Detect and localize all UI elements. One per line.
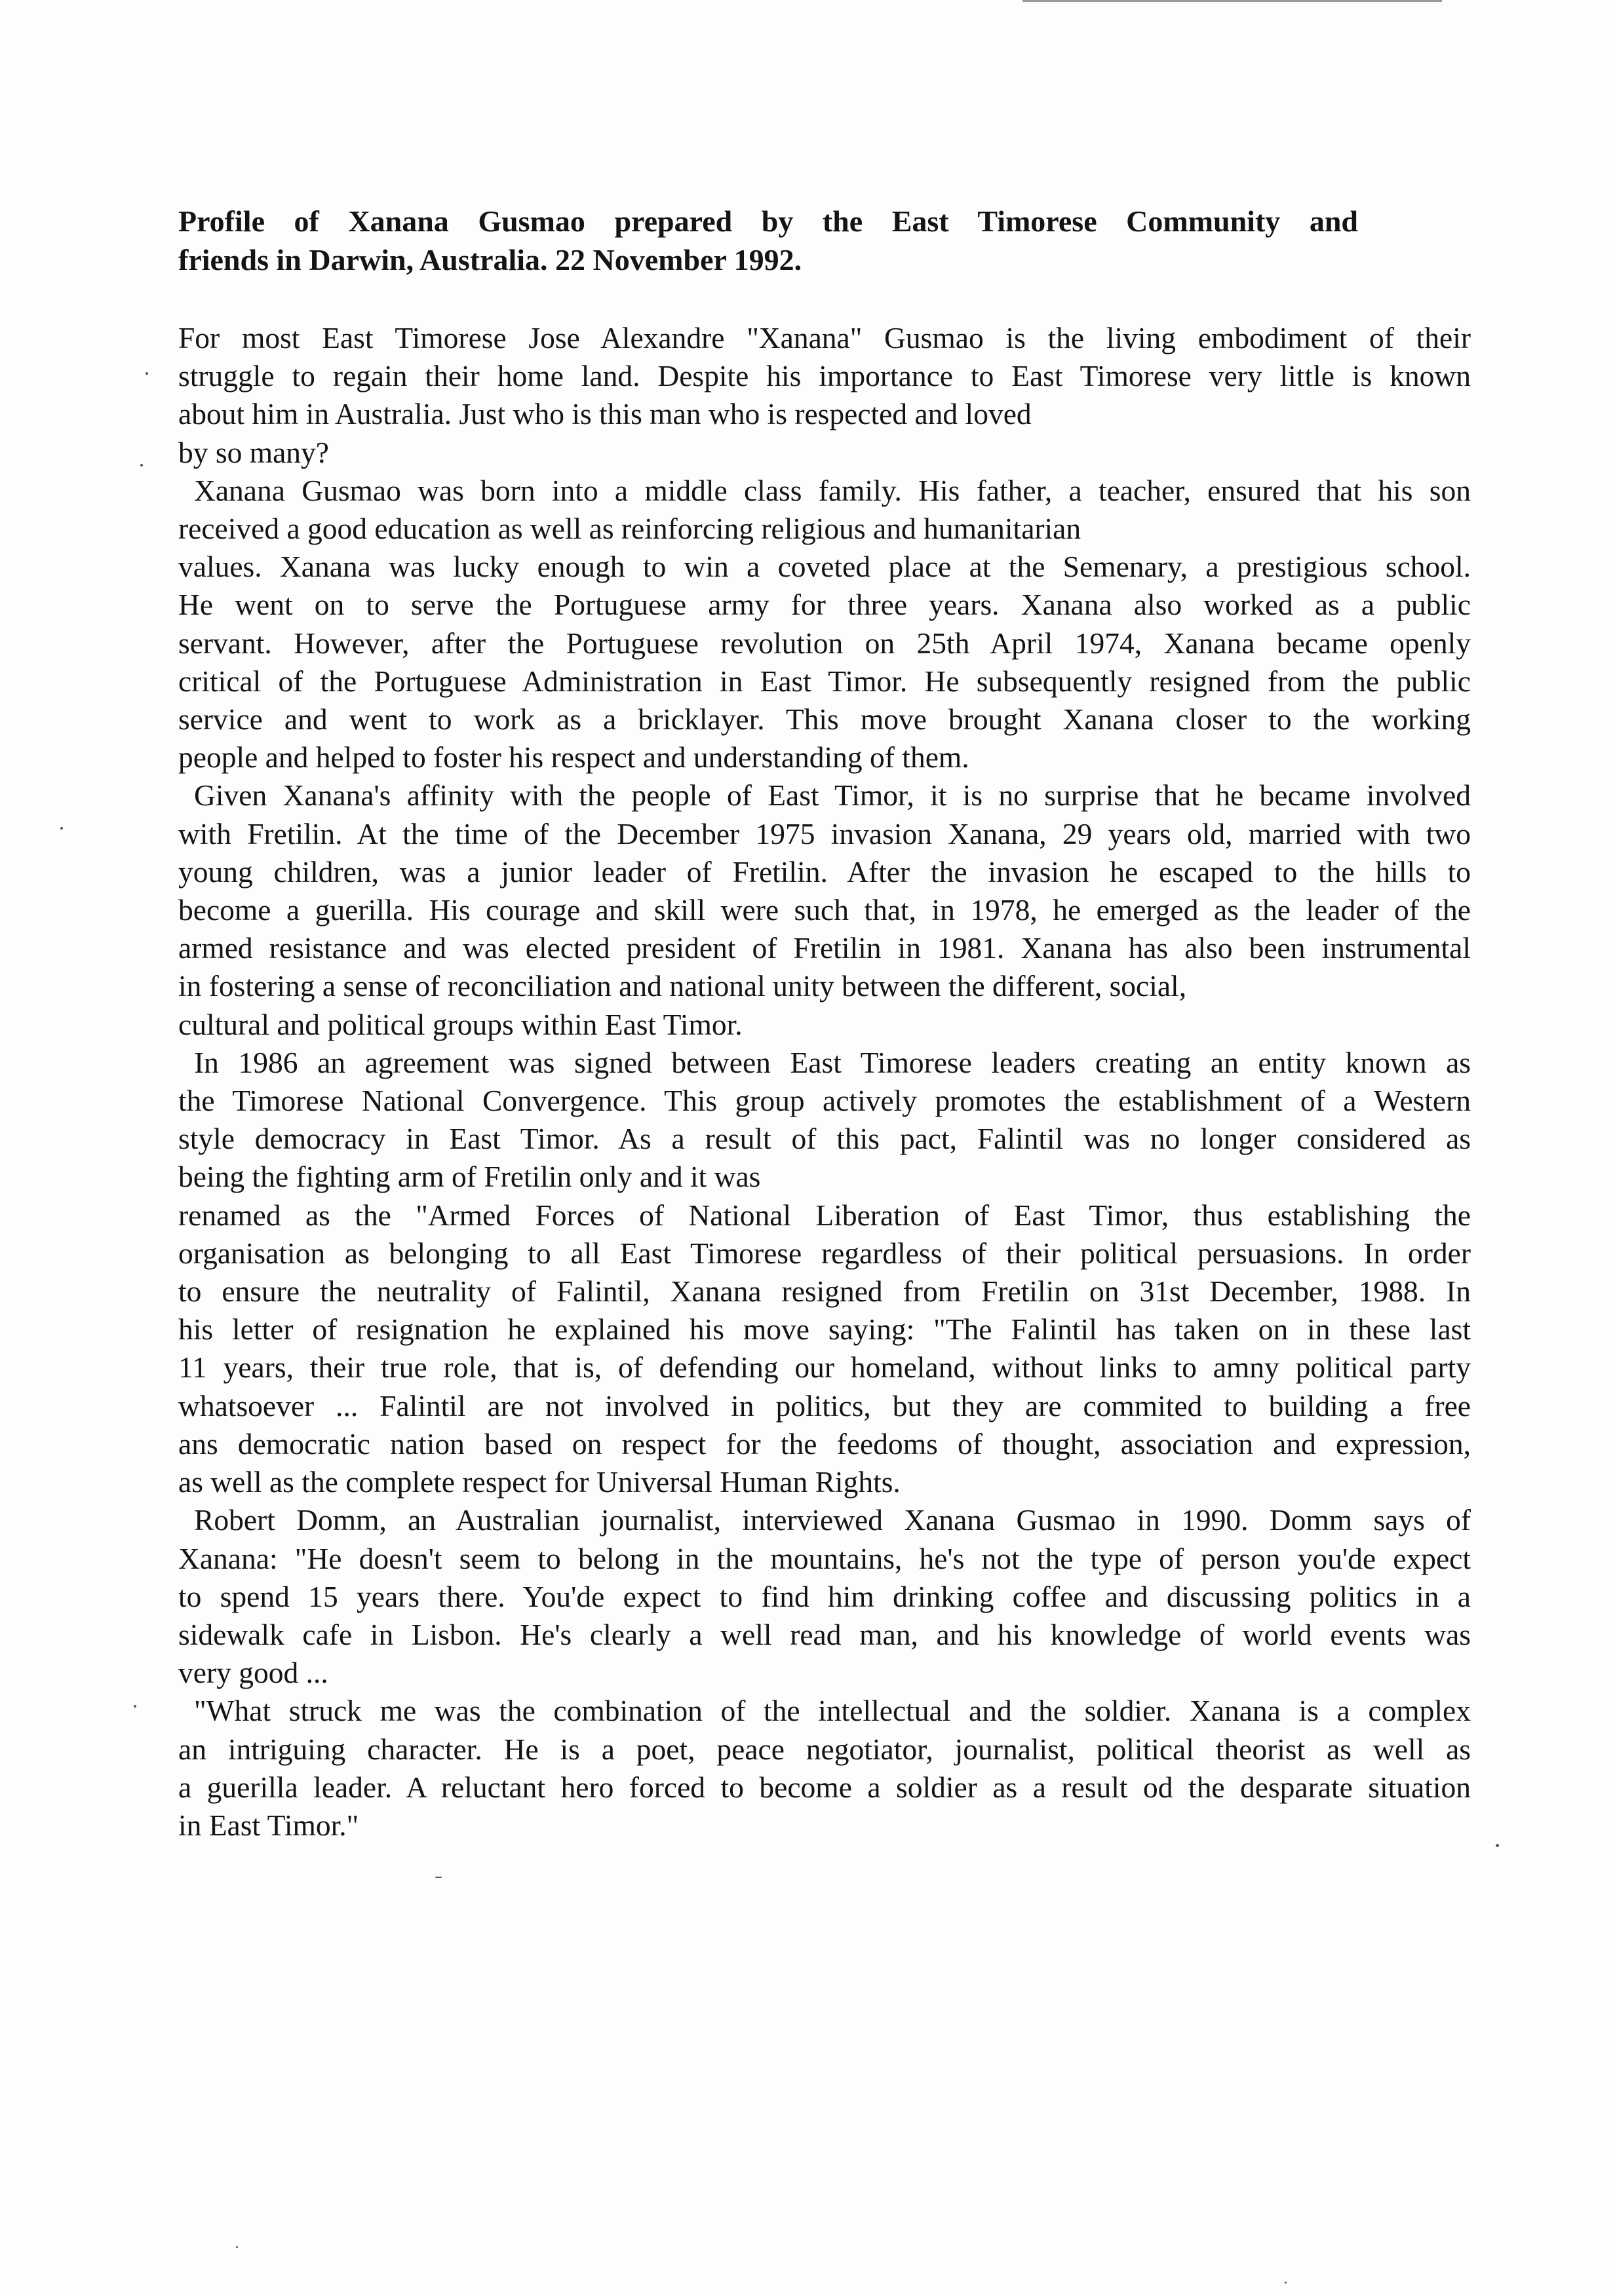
body-line: organisation as belonging to all East Timorese regardless of their political persuasions. In order (178, 1236, 1471, 1270)
body-line: become a guerilla. His courage and skill were such that, in 1978, he emerged as the leader of the (178, 893, 1471, 927)
body-line: He went on to serve the Portuguese army for three years. Xanana also worked as a public (178, 588, 1471, 622)
scan-speck (60, 827, 63, 830)
scan-speck (435, 1877, 442, 1878)
body-line: "What struck me was the combination of the intellectual and the soldier. Xanana is a complex (194, 1694, 1471, 1728)
body-line: servant. However, after the Portuguese revolution on 25th April 1974, Xanana became openly (178, 626, 1471, 660)
body-line: to spend 15 years there. You'de expect to find him drinking coffee and discussing politics in a (178, 1579, 1471, 1613)
body-line: being the fighting arm of Fretilin only and it was (178, 1160, 761, 1194)
body-line: style democracy in East Timor. As a result of this pact, Falintil was no longer considered as (178, 1122, 1471, 1156)
body-line: 11 years, their true role, that is, of defending our homeland, without links to amny political party (178, 1350, 1471, 1385)
scan-speck (1496, 1844, 1499, 1847)
document-title (178, 202, 1358, 279)
scan-speck (1285, 2282, 1287, 2284)
body-line: For most East Timorese Jose Alexandre "Xanana" Gusmao is the living embodiment of their (178, 321, 1471, 354)
body-line: his letter of resignation he explained his move saying: "The Falintil has taken on in these last (178, 1312, 1471, 1347)
body-line: very good ... (178, 1656, 328, 1690)
scan-speck (140, 464, 143, 467)
body-line: in East Timor." (178, 1808, 359, 1842)
body-line: Xanana: "He doesn't seem to belong in the mountains, he's not the type of person you'de expect (178, 1541, 1471, 1575)
body-line: values. Xanana was lucky enough to win a coveted place at the Semenary, a prestigious school. (178, 550, 1471, 584)
body-line: renamed as the "Armed Forces of National Liberation of East Timor, thus establishing the (178, 1198, 1471, 1232)
scan-speck (134, 1705, 136, 1708)
body-line: struggle to regain their home land. Despite his importance to East Timorese very little is known (178, 359, 1471, 393)
body-line: as well as the complete respect for Universal Human Rights. (178, 1465, 901, 1499)
body-line: to ensure the neutrality of Falintil, Xanana resigned from Fretilin on 31st December, 1988. In (178, 1274, 1471, 1309)
body-line: Given Xanana's affinity with the people of East Timor, it is no surprise that he became involved (194, 778, 1471, 813)
body-line: Robert Domm, an Australian journalist, interviewed Xanana Gusmao in 1990. Domm says of (194, 1503, 1471, 1537)
scan-edge-line (1022, 0, 1442, 2)
body-line: service and went to work as a bricklayer. This move brought Xanana closer to the working (178, 702, 1471, 737)
body-line: cultural and political groups within East Timor. (178, 1007, 743, 1041)
body-line: young children, was a junior leader of Fretilin. After the invasion he escaped to the hills to (178, 854, 1471, 889)
body-line: critical of the Portuguese Administration in East Timor. He subsequently resigned from the public (178, 664, 1471, 698)
body-line: by so many? (178, 435, 329, 469)
body-line: people and helped to foster his respect and understanding of them. (178, 740, 969, 775)
body-line: received a good education as well as reinforcing religious and humanitarian (178, 512, 1081, 546)
body-line: sidewalk cafe in Lisbon. He's clearly a well read man, and his knowledge of world events was (178, 1617, 1471, 1651)
scan-speck (146, 372, 148, 375)
body-line: Xanana Gusmao was born into a middle class family. His father, a teacher, ensured that his son (194, 473, 1471, 507)
title-line: Profile of Xanana Gusmao prepared by the East Timorese Community and (178, 204, 1358, 238)
document-body (178, 319, 1471, 1845)
body-line: about him in Australia. Just who is this man who is respected and loved (178, 397, 1032, 431)
body-line: armed resistance and was elected president of Fretilin in 1981. Xanana has also been instrumental (178, 931, 1471, 965)
body-line: In 1986 an agreement was signed between East Timorese leaders creating an entity known as (194, 1045, 1471, 1079)
body-line: in fostering a sense of reconciliation and national unity between the different, social, (178, 969, 1187, 1003)
title-line: friends in Darwin, Australia. 22 November 1992. (178, 243, 802, 277)
body-line: ans democratic nation based on respect for the feedoms of thought, association and expression, (178, 1426, 1471, 1461)
scan-speck (236, 2246, 238, 2248)
body-line: with Fretilin. At the time of the December 1975 invasion Xanana, 29 years old, married with two (178, 816, 1471, 851)
body-line: a guerilla leader. A reluctant hero forced to become a soldier as a result od the desparate situation (178, 1770, 1471, 1804)
body-line: the Timorese National Convergence. This group actively promotes the establishment of a Western (178, 1084, 1471, 1118)
body-line: an intriguing character. He is a poet, peace negotiator, journalist, political theorist as well as (178, 1732, 1471, 1766)
body-line: whatsoever ... Falintil are not involved in politics, but they are commited to building a free (178, 1388, 1471, 1423)
